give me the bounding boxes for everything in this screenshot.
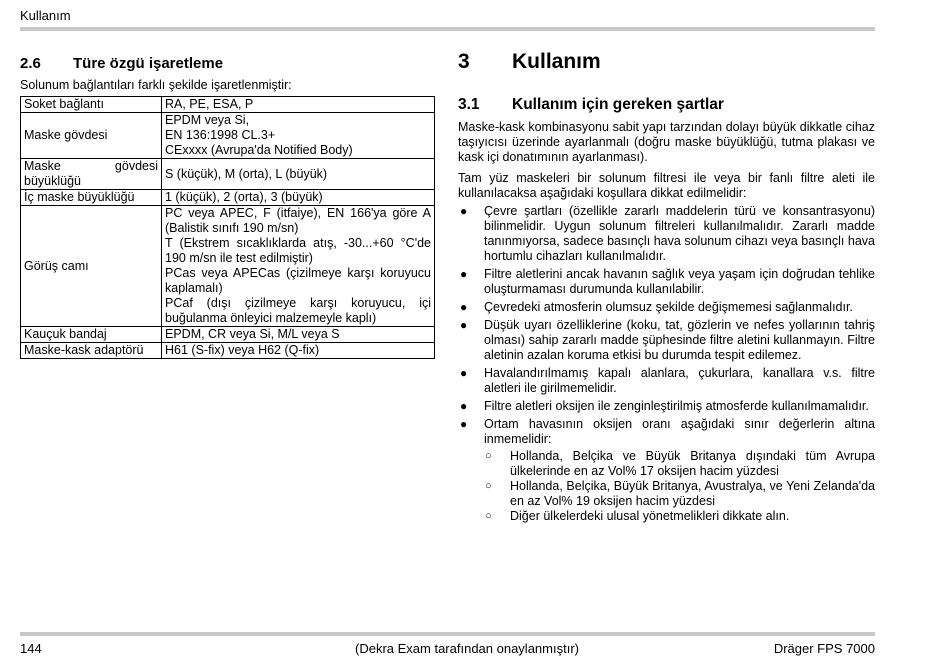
list-item-text: Ortam havasının oksijen oranı aşağıdaki sınır değerlerin altına inmemelidir:: [484, 417, 875, 446]
row-value: H61 (S-fix) veya H62 (Q-fix): [162, 343, 435, 359]
table-row: [21, 113, 435, 159]
value-line: EN 136:1998 CL.3+: [165, 128, 276, 142]
right-column: [458, 50, 875, 524]
list-item: [458, 300, 875, 315]
bullet-icon: ●: [460, 318, 468, 332]
marking-table: [20, 96, 435, 359]
list-item-text: Çevredeki atmosferin olumsuz şekilde değişmemesi sağlanmalıdır.: [484, 300, 853, 314]
row-label: Maske gövdesi büyüklüğü: [21, 159, 162, 190]
section-title: Türe özgü işaretleme: [73, 55, 224, 72]
section-heading-3-1: [458, 96, 875, 114]
list-item: [458, 399, 875, 414]
list-item: [458, 267, 875, 297]
chapter-title: Kullanım: [512, 50, 601, 73]
row-label: Görüş camı: [21, 206, 162, 327]
list-item: [458, 204, 875, 264]
list-item-text: Filtre aletleri oksijen ile zenginleştirilmiş atmosferde kullanılmamalıdır.: [484, 399, 869, 413]
row-label: Kauçuk bandaj: [21, 327, 162, 343]
table-row: [21, 327, 435, 343]
table-row: [21, 343, 435, 359]
bullet-icon: ●: [460, 204, 468, 218]
row-label: Maske gövdesi: [21, 113, 162, 159]
row-value: RA, PE, ESA, P: [162, 97, 435, 113]
footer-rule: [20, 632, 875, 636]
circle-bullet-icon: ○: [485, 510, 492, 522]
page-number: 144: [20, 641, 42, 656]
table-row: [21, 159, 435, 190]
row-label: İç maske büyüklüğü: [21, 190, 162, 206]
row-label: Maske-kask adaptörü: [21, 343, 162, 359]
product-name: Dräger FPS 7000: [773, 641, 875, 656]
sub-list-item-text: Hollanda, Belçika, Büyük Britanya, Avustralya, ve Yeni Zelanda'da en az Vol% 19 oksijen hacim yüzdesi: [510, 479, 875, 508]
value-line: PCas veya APECas (çizilmeye karşı koruyucu kaplamalı): [165, 266, 431, 295]
table-row: [21, 206, 435, 327]
value-line: PCaf (dışı çizilmeye karşı koruyucu, içi buğulanma önleyici malzemeyle kaplı): [165, 296, 431, 325]
bullet-icon: ●: [460, 300, 468, 314]
bullet-icon: ●: [460, 399, 468, 413]
sub-list-item: [484, 509, 875, 524]
list-item: [458, 366, 875, 396]
row-value: [162, 113, 435, 159]
table-row: [21, 97, 435, 113]
conditions-list: [458, 204, 875, 524]
sub-list-item: [484, 449, 875, 479]
table-row: [21, 190, 435, 206]
list-item-text: Havalandırılmamış kapalı alanlara, çukurlara, kanallara v.s. filtre aletleri ile girilmemelidir.: [484, 366, 875, 395]
row-value: 1 (küçük), 2 (orta), 3 (büyük): [162, 190, 435, 206]
circle-bullet-icon: ○: [485, 450, 492, 462]
header-rule: [20, 27, 875, 31]
paragraph: Tam yüz maskeleri bir solunum filtresi ile veya bir fanlı filtre aleti ile kullanılacaksa aşağıdaki koşullara dikkat edilmelidir:: [458, 171, 875, 200]
section-number: 2.6: [20, 55, 41, 72]
value-line: EPDM veya Si,: [165, 113, 250, 127]
row-label: Soket bağlantı: [21, 97, 162, 113]
value-line: CExxxx (Avrupa'da Notified Body): [165, 143, 353, 157]
value-line: T (Ekstrem sıcaklıklarda atış, -30...+60 °C'de 190 m/sn ile test edilmiştir): [165, 236, 431, 265]
row-value: S (küçük), M (orta), L (büyük): [162, 159, 435, 190]
chapter-heading: [458, 50, 875, 74]
section-number: 3.1: [458, 96, 480, 113]
list-item-text: Çevre şartları (özellikle zararlı maddelerin türü ve konsantrasyonu) bilinmelidir. Uygun solunum filtreleri kullanılmalıdır. Zararlı madde tanınmıyorsa, sadece basınçlı hava solunum cihazı veya basınçlı hava hortumlu cihazları kullanılmalıdır.: [484, 204, 875, 263]
section-intro: Solunum bağlantıları farklı şekilde işaretlenmiştir:: [20, 78, 292, 92]
sub-list-item-text: Diğer ülkelerdeki ulusal yönetmelikleri dikkate alın.: [510, 509, 790, 523]
list-item: [458, 318, 875, 363]
running-header: Kullanım: [20, 8, 71, 23]
sub-list-item-text: Hollanda, Belçika ve Büyük Britanya dışındaki tüm Avrupa ülkelerinde en az Vol% 17 oksijen hacim yüzdesi: [510, 449, 875, 478]
bullet-icon: ●: [460, 267, 468, 281]
list-item-text: Filtre aletlerini ancak havanın sağlık veya yaşam için doğrudan tehlike oluşturmaması durumunda kullanılabilir.: [484, 267, 875, 296]
oxygen-sublist: [484, 449, 875, 524]
left-column: [20, 55, 435, 359]
sub-list-item: [484, 479, 875, 509]
list-item: [458, 417, 875, 524]
approval-note: (Dekra Exam tarafından onaylanmıştır): [355, 641, 579, 656]
circle-bullet-icon: ○: [485, 480, 492, 492]
bullet-icon: ●: [460, 366, 468, 380]
chapter-number: 3: [458, 50, 470, 73]
paragraph: Maske-kask kombinasyonu sabit yapı tarzından dolayı büyük dikkatle cihaz taşıyıcısı üzerinde ayarlanmalı (doğru maske büyüklüğü, tutma plakası ve kask içi donatımının ayarlanması).: [458, 120, 875, 164]
value-line: PC veya APEC, F (itfaiye), EN 166'ya göre A (Balistik sınıfı 190 m/sn): [165, 206, 431, 235]
bullet-icon: ●: [460, 417, 468, 431]
row-value: EPDM, CR veya Si, M/L veya S: [162, 327, 435, 343]
row-value: [162, 206, 435, 327]
section-title: Kullanım için gereken şartlar: [512, 96, 724, 113]
list-item-text: Düşük uyarı özelliklerine (koku, tat, gözlerin ve nefes yollarının tahriş olması) sahip zararlı madde şüphesinde filtre aletini kullanmayın. Filtre aletinin azalan koruma etkisi bu durumda tespit edilemez.: [484, 318, 875, 362]
section-heading-2-6: [20, 55, 435, 72]
